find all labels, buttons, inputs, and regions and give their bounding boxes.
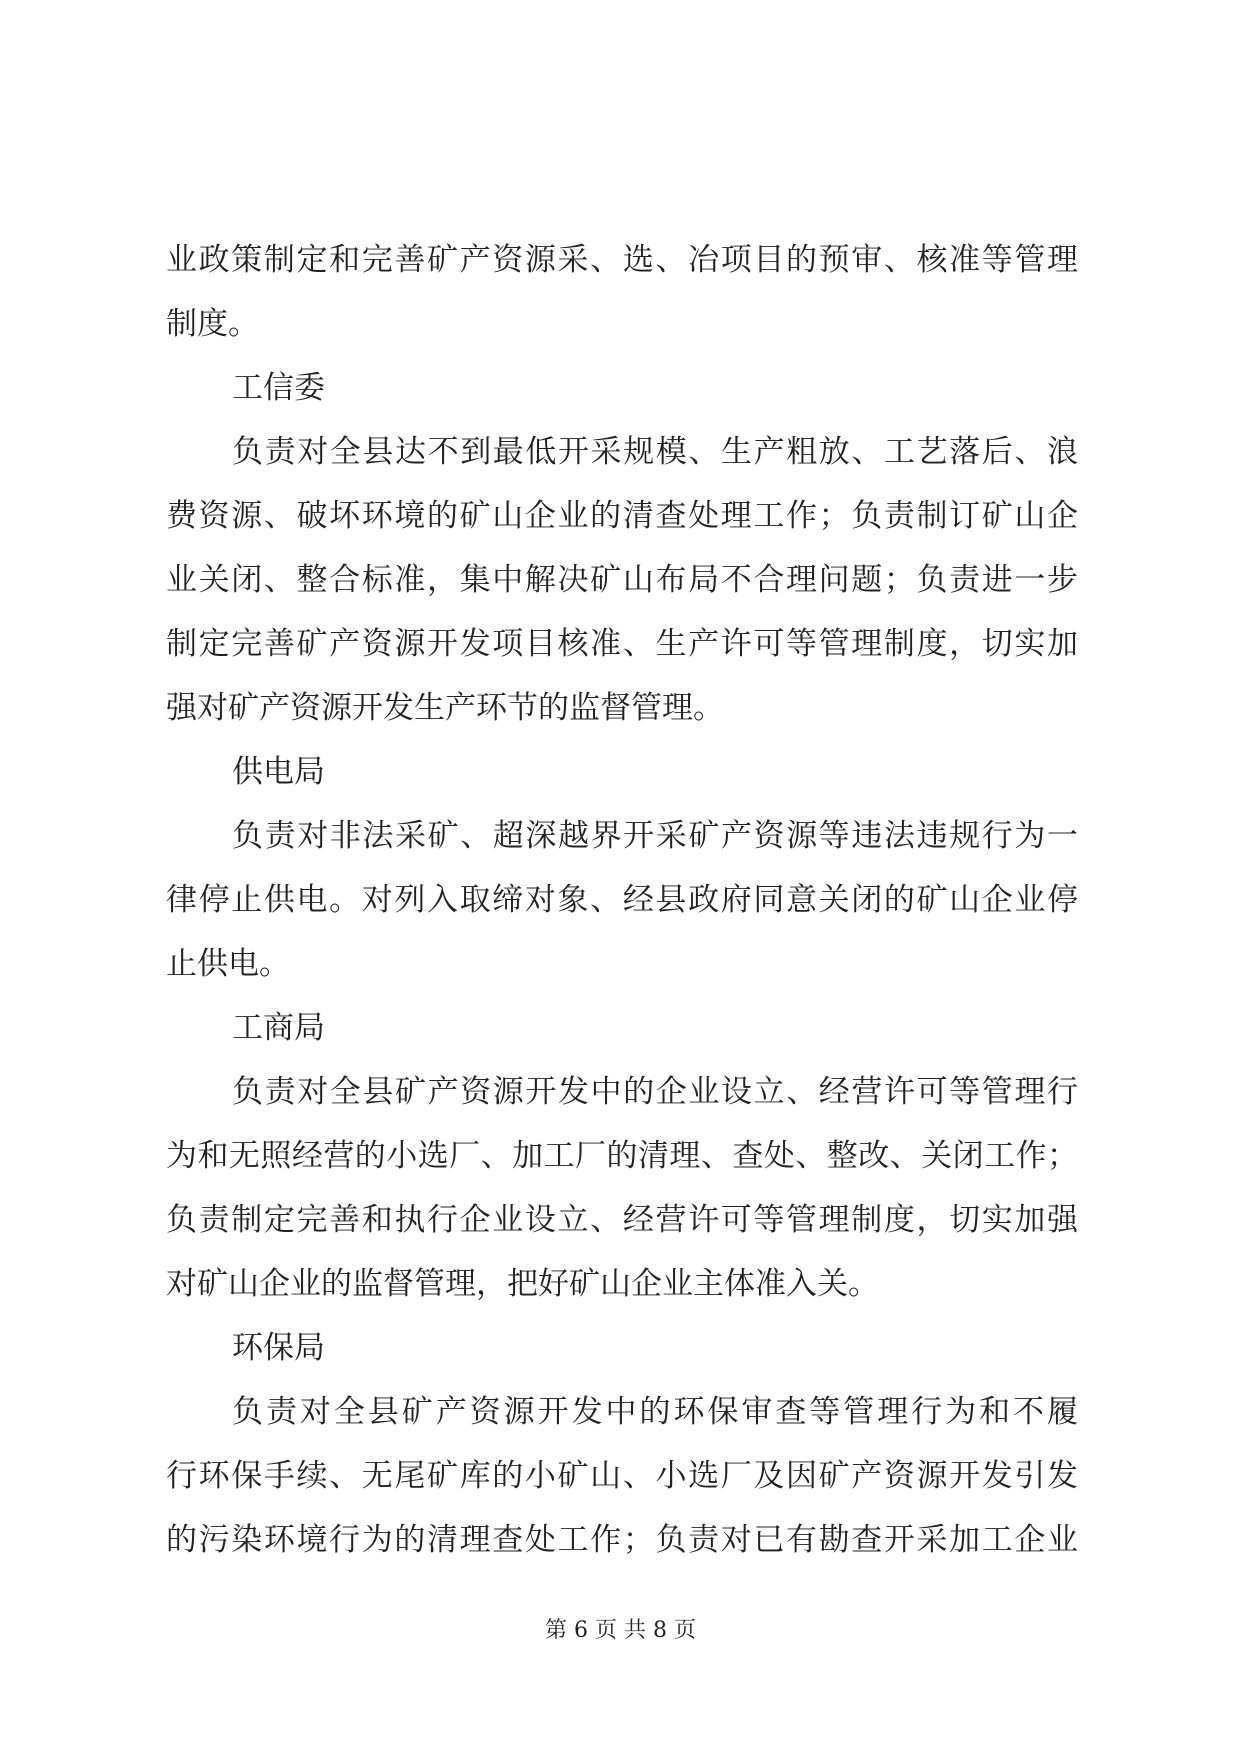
text-line: 止供电。	[166, 946, 290, 982]
text-line: 负责对全县矿产资源开发中的环保审查等管理行为和不履	[232, 1394, 1078, 1430]
text-line: 负责对非法采矿、超深越界开采矿产资源等违法违规行为一	[232, 818, 1078, 854]
section-heading-gongdianju: 供电局	[232, 754, 325, 790]
text-line: 制度。	[166, 306, 259, 342]
text-line: 为和无照经营的小选厂、加工厂的清理、查处、整改、关闭工作；	[166, 1138, 1078, 1174]
document-body	[166, 228, 1078, 1572]
section-heading-gongshangju: 工商局	[232, 1010, 325, 1046]
paragraph	[166, 1380, 1078, 1572]
text-line: 负责对全县达不到最低开采规模、生产粗放、工艺落后、浪	[232, 434, 1078, 470]
text-line: 业关闭、整合标准，集中解决矿山布局不合理问题；负责进一步	[166, 562, 1078, 598]
text-line: 行环保手续、无尾矿库的小矿山、小选厂及因矿产资源开发引发	[166, 1458, 1078, 1494]
paragraph	[166, 804, 1078, 996]
text-line: 负责制定完善和执行企业设立、经营许可等管理制度，切实加强	[166, 1202, 1078, 1238]
text-line: 负责对全县矿产资源开发中的企业设立、经营许可等管理行	[232, 1074, 1078, 1110]
text-line: 律停止供电。对列入取缔对象、经县政府同意关闭的矿山企业停	[166, 882, 1078, 918]
paragraph	[166, 420, 1078, 740]
text-line: 的污染环境行为的清理查处工作；负责对已有勘查开采加工企业	[166, 1522, 1078, 1558]
section-heading-huanbaoju: 环保局	[232, 1330, 325, 1366]
text-line: 费资源、破坏环境的矿山企业的清查处理工作；负责制订矿山企	[166, 498, 1078, 534]
paragraph	[166, 228, 1078, 356]
page-number-footer: 第 6 页 共 8 页	[545, 1618, 696, 1643]
paragraph	[166, 1060, 1078, 1316]
text-line: 制定完善矿产资源开发项目核准、生产许可等管理制度，切实加	[166, 626, 1078, 662]
text-line: 强对矿产资源开发生产环节的监督管理。	[166, 690, 724, 726]
section-heading-gongxinwei: 工信委	[232, 370, 325, 406]
text-line: 业政策制定和完善矿产资源采、选、冶项目的预审、核准等管理	[166, 242, 1078, 278]
text-line: 对矿山企业的监督管理，把好矿山企业主体准入关。	[166, 1266, 879, 1302]
